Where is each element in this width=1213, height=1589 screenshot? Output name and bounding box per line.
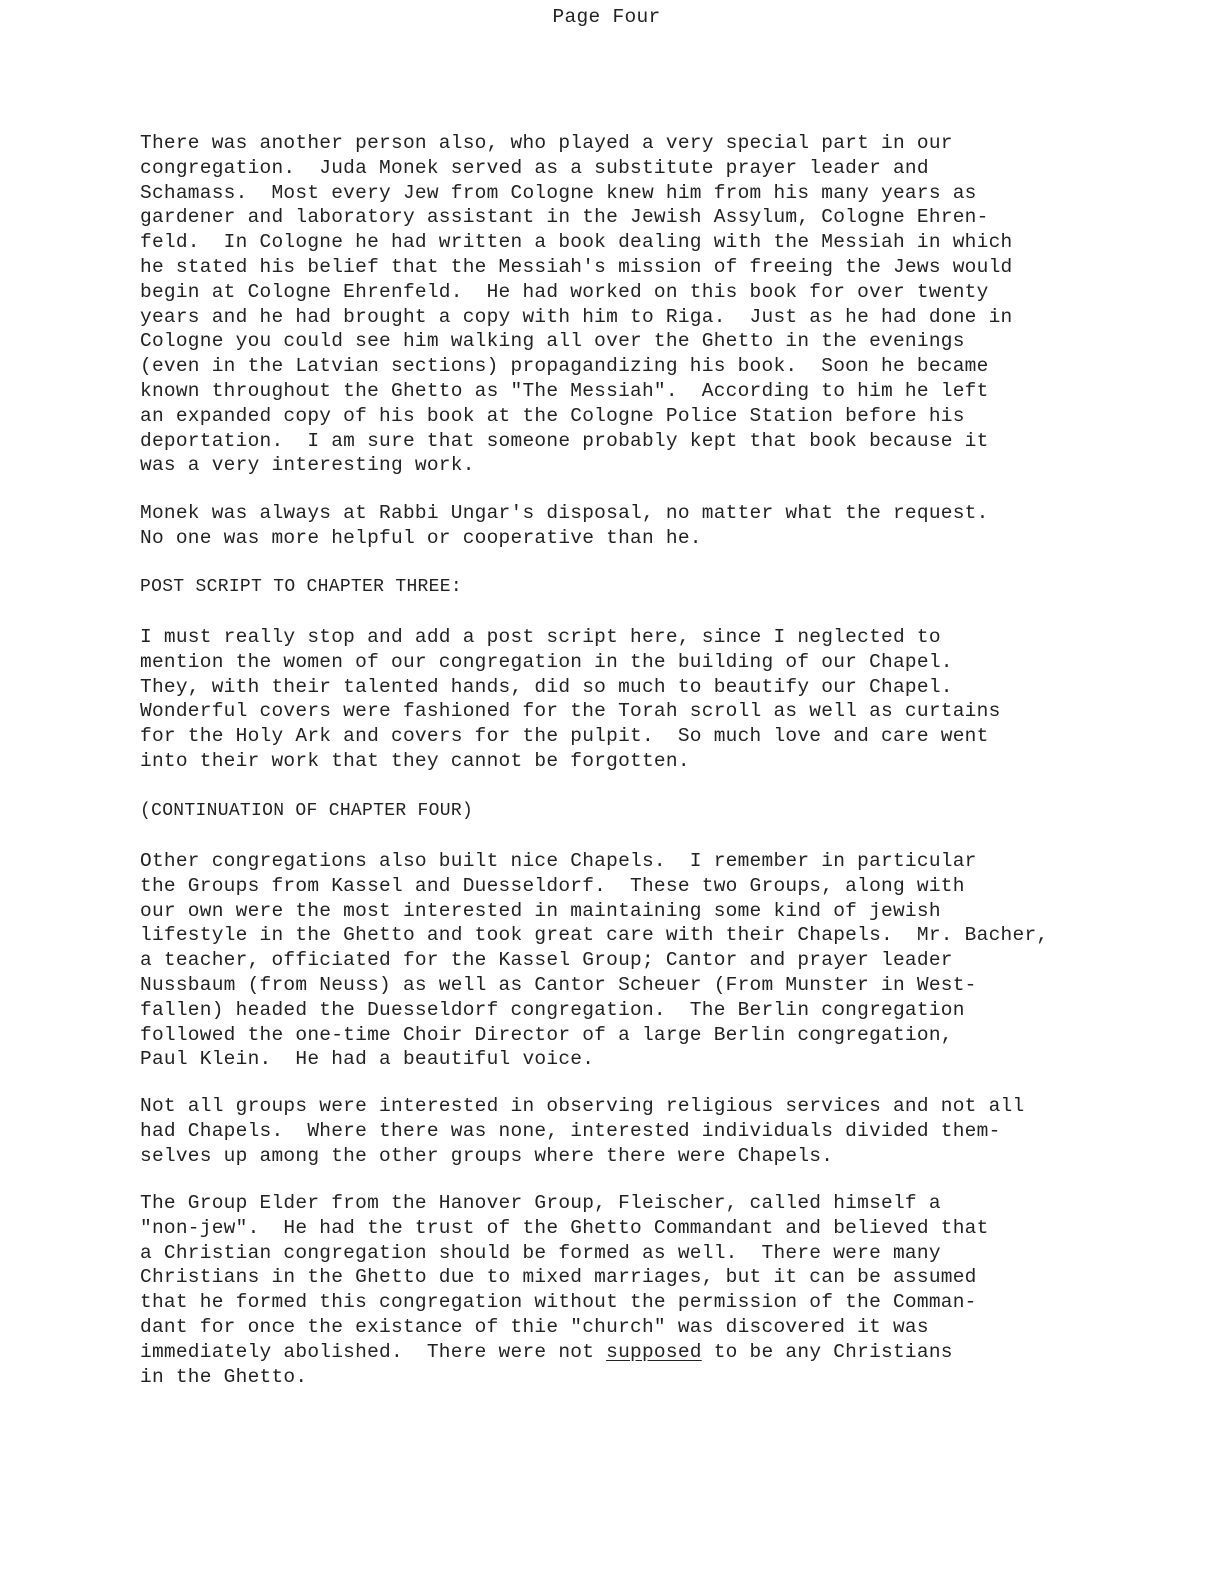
text-line: Paul Klein. He had a beautiful voice. (140, 1048, 595, 1071)
text-line: (even in the Latvian sections) propagandizing his book. Soon he became (140, 355, 989, 378)
text-line: congregation. Juda Monek served as a substitute prayer leader and (140, 156, 929, 179)
text-line: lifestyle in the Ghetto and took great care with their Chapels. Mr. Bacher, (140, 924, 1049, 947)
text-line: was a very interesting work. (140, 454, 475, 477)
text-segment: immediately abolished. There were not (140, 1340, 607, 1363)
paragraph-not-all-groups (140, 1094, 1024, 1168)
text-line: the Groups from Kassel and Duesseldorf. These two Groups, along with (140, 874, 965, 897)
text-line: feld. In Cologne he had written a book dealing with the Messiah in which (140, 231, 1013, 254)
text-line: in the Ghetto. (140, 1365, 308, 1388)
text-line: Christians in the Ghetto due to mixed marriages, but it can be assumed (140, 1266, 977, 1289)
text-line: he stated his belief that the Messiah's mission of freeing the Jews would (140, 255, 1013, 278)
text-line: dant for once the existance of thie "church" was discovered it was (140, 1315, 929, 1338)
text-line: They, with their talented hands, did so much to beautify our Chapel. (140, 675, 953, 698)
text-line: gardener and laboratory assistant in the Jewish Assylum, Cologne Ehren- (140, 206, 989, 229)
text-line-with-underline (140, 1340, 989, 1365)
text-line: a Christian congregation should be formed as well. There were many (140, 1241, 941, 1264)
text-line: Wonderful covers were fashioned for the Torah scroll as well as curtains (140, 700, 1001, 723)
text-line: an expanded copy of his book at the Cologne Police Station before his (140, 404, 965, 427)
text-line: "non-jew". He had the trust of the Ghetto Commandant and believed that (140, 1216, 989, 1239)
text-line: Other congregations also built nice Chapels. I remember in particular (140, 850, 977, 872)
text-line: our own were the most interested in maintaining some kind of jewish (140, 899, 941, 922)
text-line: Monek was always at Rabbi Ungar's disposal, no matter what the request. (140, 502, 989, 524)
text-line: Nussbaum (from Neuss) as well as Cantor Scheuer (From Munster in West- (140, 973, 977, 996)
text-line: There was another person also, who played a very special part in our (140, 132, 953, 154)
paragraph-hanover-group (140, 1191, 989, 1389)
text-line: followed the one-time Choir Director of a large Berlin congregation, (140, 1023, 953, 1046)
paragraph-women-chapel (140, 625, 1001, 774)
text-line: deportation. I am sure that someone probably kept that book because it (140, 429, 989, 452)
paragraph-other-congregations (140, 849, 1048, 1072)
text-line: Schamass. Most every Jew from Cologne knew him from his many years as (140, 181, 977, 204)
text-line: begin at Cologne Ehrenfeld. He had worked on this book for over twenty (140, 280, 989, 303)
paragraph-monek-intro (140, 131, 1013, 478)
text-line: into their work that they cannot be forgotten. (140, 749, 690, 772)
text-line: No one was more helpful or cooperative than he. (140, 526, 702, 549)
text-line: known throughout the Ghetto as "The Messiah". According to him he left (140, 379, 989, 402)
text-segment: to be any Christians (701, 1340, 953, 1363)
text-line: for the Holy Ark and covers for the pulpit. So much love and care went (140, 725, 989, 748)
text-line: years and he had brought a copy with him to Riga. Just as he had done in (140, 305, 1013, 328)
text-line: a teacher, officiated for the Kassel Group; Cantor and prayer leader (140, 949, 953, 972)
text-line: I must really stop and add a post script here, since I neglected to (140, 626, 941, 648)
section-heading-post-script: POST SCRIPT TO CHAPTER THREE: (140, 577, 462, 597)
text-line: fallen) headed the Duesseldorf congregation. The Berlin congregation (140, 998, 965, 1021)
text-line: mention the women of our congregation in the building of our Chapel. (140, 650, 953, 673)
text-line: The Group Elder from the Hanover Group, Fleischer, called himself a (140, 1192, 941, 1214)
text-line: Not all groups were interested in observing religious services and not all (140, 1095, 1025, 1117)
section-heading-continuation: (CONTINUATION OF CHAPTER FOUR) (140, 801, 474, 821)
text-line: selves up among the other groups where there were Chapels. (140, 1144, 834, 1167)
underlined-word: supposed (606, 1340, 702, 1363)
page-title: Page Four (552, 6, 661, 28)
text-line: that he formed this congregation without the permission of the Comman- (140, 1291, 977, 1314)
text-line: Cologne you could see him walking all over the Ghetto in the evenings (140, 330, 965, 353)
text-line: had Chapels. Where there was none, interested individuals divided them- (140, 1119, 1001, 1142)
paragraph-monek-helpful (140, 501, 989, 551)
